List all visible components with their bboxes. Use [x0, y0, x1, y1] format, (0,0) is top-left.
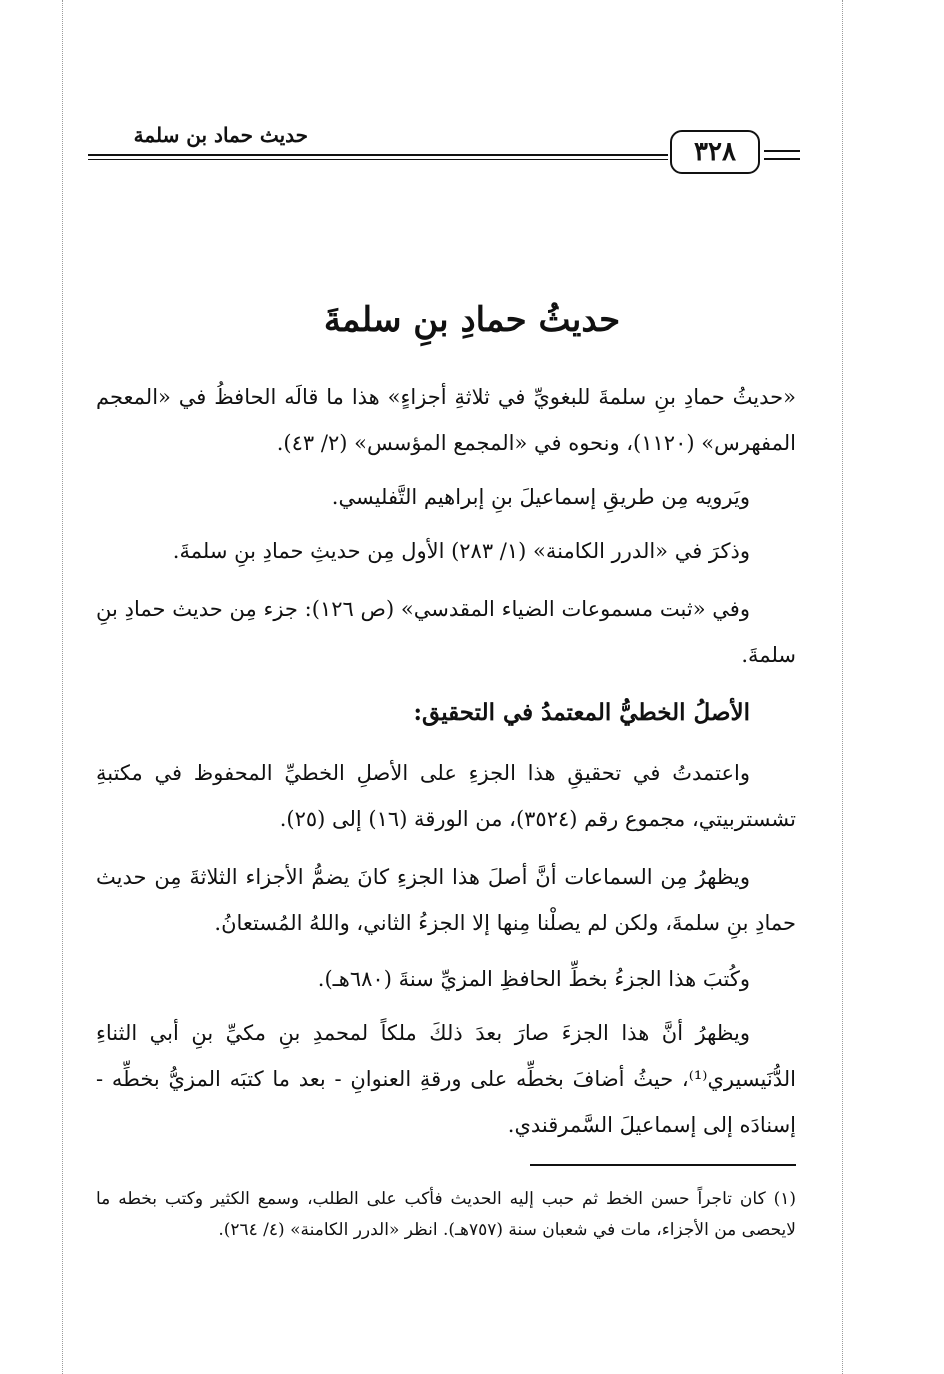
paragraph: وذكرَ في «الدرر الكامنة» (١/ ٢٨٣) الأول مِن حديثِ حمادِ بنِ سلمةَ.	[172, 539, 750, 563]
paragraph: وكُتبَ هذا الجزءُ بخطِّ الحافظِ المزيِّ سنةَ (٦٨٠هـ).	[317, 967, 750, 991]
paragraph: وفي «ثبت مسموعات الضياء المقدسي» (ص ١٢٦): جزء مِن حديث حمادِ بنِ سلمةَ.	[96, 597, 796, 667]
paragraph: واعتمدتُ في تحقيقِ هذا الجزءِ على الأصلِ الخطيِّ المحفوظ في مكتبةِ تشستربيتي، مجموع رقم (٣٥٢٤)، من الورقة (١٦) إلى (٢٥).	[96, 761, 796, 831]
footnote: (١) كان تاجراً حسن الخط ثم حبب إليه الحديث فأكب على الطلب، وسمع الكثير وكتب بخطه ما لايحصى من الأجزاء، مات في شعبان سنة (٧٥٧هـ). انظر «الدرر الكامنة» (٤/ ٢٦٤).	[96, 1189, 796, 1240]
right-margin-guide	[842, 0, 843, 1374]
subheading: الأصلُ الخطيُّ المعتمدُ في التحقيق:	[413, 699, 750, 726]
paragraph: ويظهرُ مِن السماعات أنَّ أصلَ هذا الجزءِ كانَ يضمُّ الأجزاء الثلاثةَ مِن حديث حمادِ بنِ سلمةَ، ولكن لم يصلْنا مِنها إلا الجزءُ الثاني، واللهُ المُستعانُ.	[96, 865, 796, 935]
footnote-separator	[530, 1164, 796, 1166]
paragraph: ويَرويه مِن طريقِ إسماعيلَ بنِ إبراهيم التَّفليسي.	[331, 485, 750, 509]
paragraph: ويظهرُ أنَّ هذا الجزءَ صارَ بعدَ ذلكَ ملكاً لمحمدِ بنِ مكيِّ بنِ أبي الثناءِ الدُّنَيسيري⁽¹⁾، حيثُ أضافَ بخطِّه على ورقةِ العنوانِ - بعد ما كتبَه المزيُّ بخطِّه - إسنادَه إلى إسماعيلَ السَّمرقندي.	[96, 1021, 796, 1137]
header-ornament-line	[764, 158, 800, 160]
left-margin-guide	[62, 0, 63, 1374]
header-rule	[88, 154, 668, 156]
header-ornament-line	[764, 150, 800, 152]
page-number: ٣٢٨	[670, 130, 760, 174]
page-header	[88, 120, 800, 176]
running-title: حديث حماد بن سلمة	[133, 123, 308, 147]
paragraph: «حديثُ حمادِ بنِ سلمةَ للبغويِّ في ثلاثةِ أجزاءٍ» هذا ما قالَه الحافظُ في «المعجم المفهرس» (١١٢٠)، ونحوه في «المجمع المؤسس» (٢/ ٤٣).	[96, 385, 796, 455]
section-title: حديثُ حمادِ بنِ سلمةَ	[323, 300, 621, 340]
header-rule-thin	[88, 159, 668, 160]
